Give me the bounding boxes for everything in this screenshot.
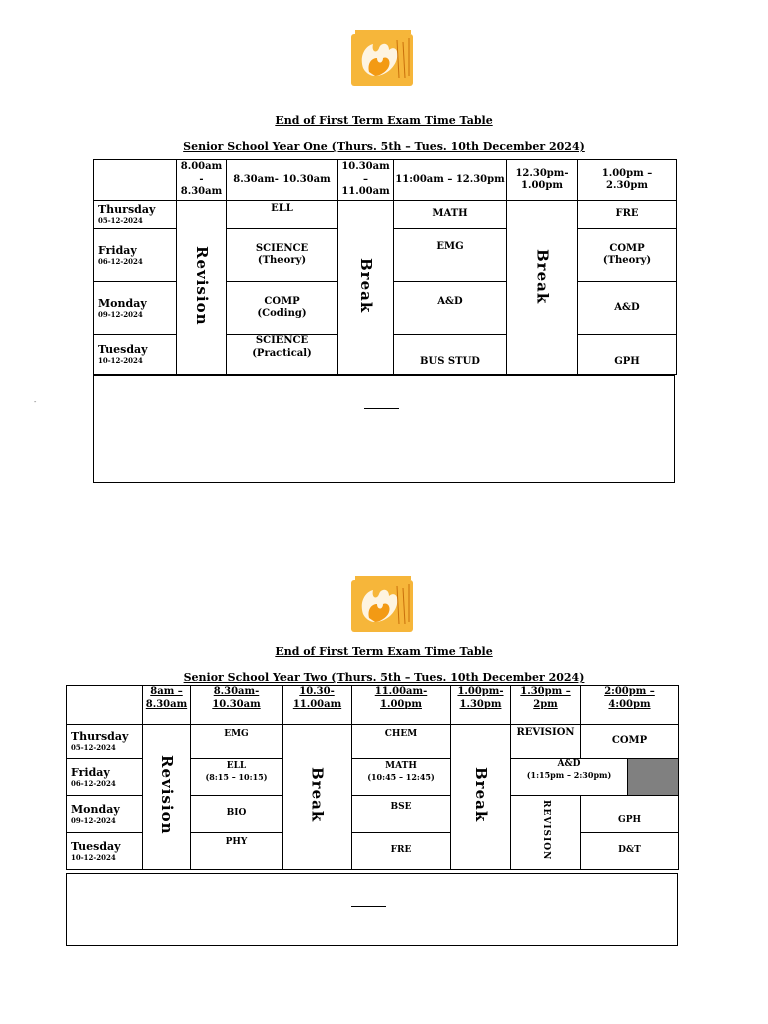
break-block: Break <box>507 201 578 375</box>
header-slot-0830: 8.30am- 10.30am <box>227 160 338 201</box>
shaded-cell <box>628 759 679 796</box>
exam-cell: REVISION <box>511 725 581 759</box>
exam-cell: ELL (8:15 – 10:15) <box>191 759 283 796</box>
day-tuesday: Tuesday 10-12-2024 <box>94 335 177 375</box>
exam-cell: FRE <box>352 833 451 870</box>
exam-cell: COMP (Coding) <box>227 282 338 335</box>
timetable1-grid <box>93 159 677 375</box>
timetable1-subtitle: Senior School Year One (Thurs. 5th – Tues. 10th December 2024) <box>183 140 585 153</box>
header-slot-1100: 11.00am- 1.00pm <box>352 686 451 725</box>
exam-cell: BSE <box>352 796 451 833</box>
margin-mark: - <box>34 398 37 406</box>
exam-cell: CHEM <box>352 725 451 759</box>
header-slot-0800: 8am – 8.30am <box>143 686 191 725</box>
day-thursday: Thursday 05-12-2024 <box>94 201 177 229</box>
break-block: Break <box>338 201 394 375</box>
exam-cell: SCIENCE (Practical) <box>227 335 338 375</box>
break-block: Break <box>451 725 511 870</box>
exam-cell: FRE <box>578 201 677 229</box>
day-monday: Monday 09-12-2024 <box>67 796 143 833</box>
header-slot-1100: 11:00am – 12.30pm <box>394 160 507 201</box>
exam-cell: SCIENCE (Theory) <box>227 229 338 282</box>
exam-cell: GPH <box>578 335 677 375</box>
notes-divider <box>351 906 386 907</box>
header-slot-1400: 2:00pm – 4:00pm <box>581 686 679 725</box>
day-friday: Friday 06-12-2024 <box>94 229 177 282</box>
timetable2-grid <box>66 685 679 870</box>
exam-cell: COMP (Theory) <box>578 229 677 282</box>
corner-cell <box>94 160 177 201</box>
header-slot-1030: 10.30am – 11.00am <box>338 160 394 201</box>
exam-cell: A&D (1:15pm – 2:30pm) <box>511 759 628 796</box>
exam-cell: MATH (10:45 – 12:45) <box>352 759 451 796</box>
notes-box-1 <box>93 375 675 483</box>
exam-cell: EMG <box>394 229 507 282</box>
day-thursday: Thursday 05-12-2024 <box>67 725 143 759</box>
header-slot-1300: 1.00pm – 2.30pm <box>578 160 677 201</box>
school-logo-icon <box>349 574 419 636</box>
revision-side-block: REVISION <box>511 796 581 870</box>
notes-box-2 <box>66 873 678 946</box>
corner-cell <box>67 686 143 725</box>
timetable1-title: End of First Term Exam Time Table <box>275 114 493 127</box>
header-slot-0830: 8.30am- 10.30am <box>191 686 283 725</box>
timetable2-title: End of First Term Exam Time Table <box>275 645 493 658</box>
header-slot-1030: 10.30- 11.00am <box>283 686 352 725</box>
timetable2-subtitle: Senior School Year Two (Thurs. 5th – Tues. 10th December 2024) <box>183 671 585 684</box>
revision-block: Revision <box>177 201 227 375</box>
exam-cell: EMG <box>191 725 283 759</box>
exam-cell: D&T <box>581 833 679 870</box>
day-monday: Monday 09-12-2024 <box>94 282 177 335</box>
day-tuesday: Tuesday 10-12-2024 <box>67 833 143 870</box>
notes-divider <box>364 408 399 409</box>
exam-cell: ELL <box>227 201 338 229</box>
exam-cell: MATH <box>394 201 507 229</box>
header-slot-1330: 1.30pm – 2pm <box>511 686 581 725</box>
exam-cell: A&D <box>578 282 677 335</box>
exam-cell: COMP <box>581 725 679 759</box>
day-friday: Friday 06-12-2024 <box>67 759 143 796</box>
exam-cell: PHY <box>191 833 283 870</box>
header-slot-1300: 1.00pm- 1.30pm <box>451 686 511 725</box>
school-logo-icon <box>349 28 419 90</box>
revision-block: Revision <box>143 725 191 870</box>
header-slot-0800: 8.00am - 8.30am <box>177 160 227 201</box>
exam-cell: A&D <box>394 282 507 335</box>
exam-cell: GPH <box>581 796 679 833</box>
header-slot-1230: 12.30pm- 1.00pm <box>507 160 578 201</box>
exam-cell: BIO <box>191 796 283 833</box>
exam-cell: BUS STUD <box>394 335 507 375</box>
break-block: Break <box>283 725 352 870</box>
